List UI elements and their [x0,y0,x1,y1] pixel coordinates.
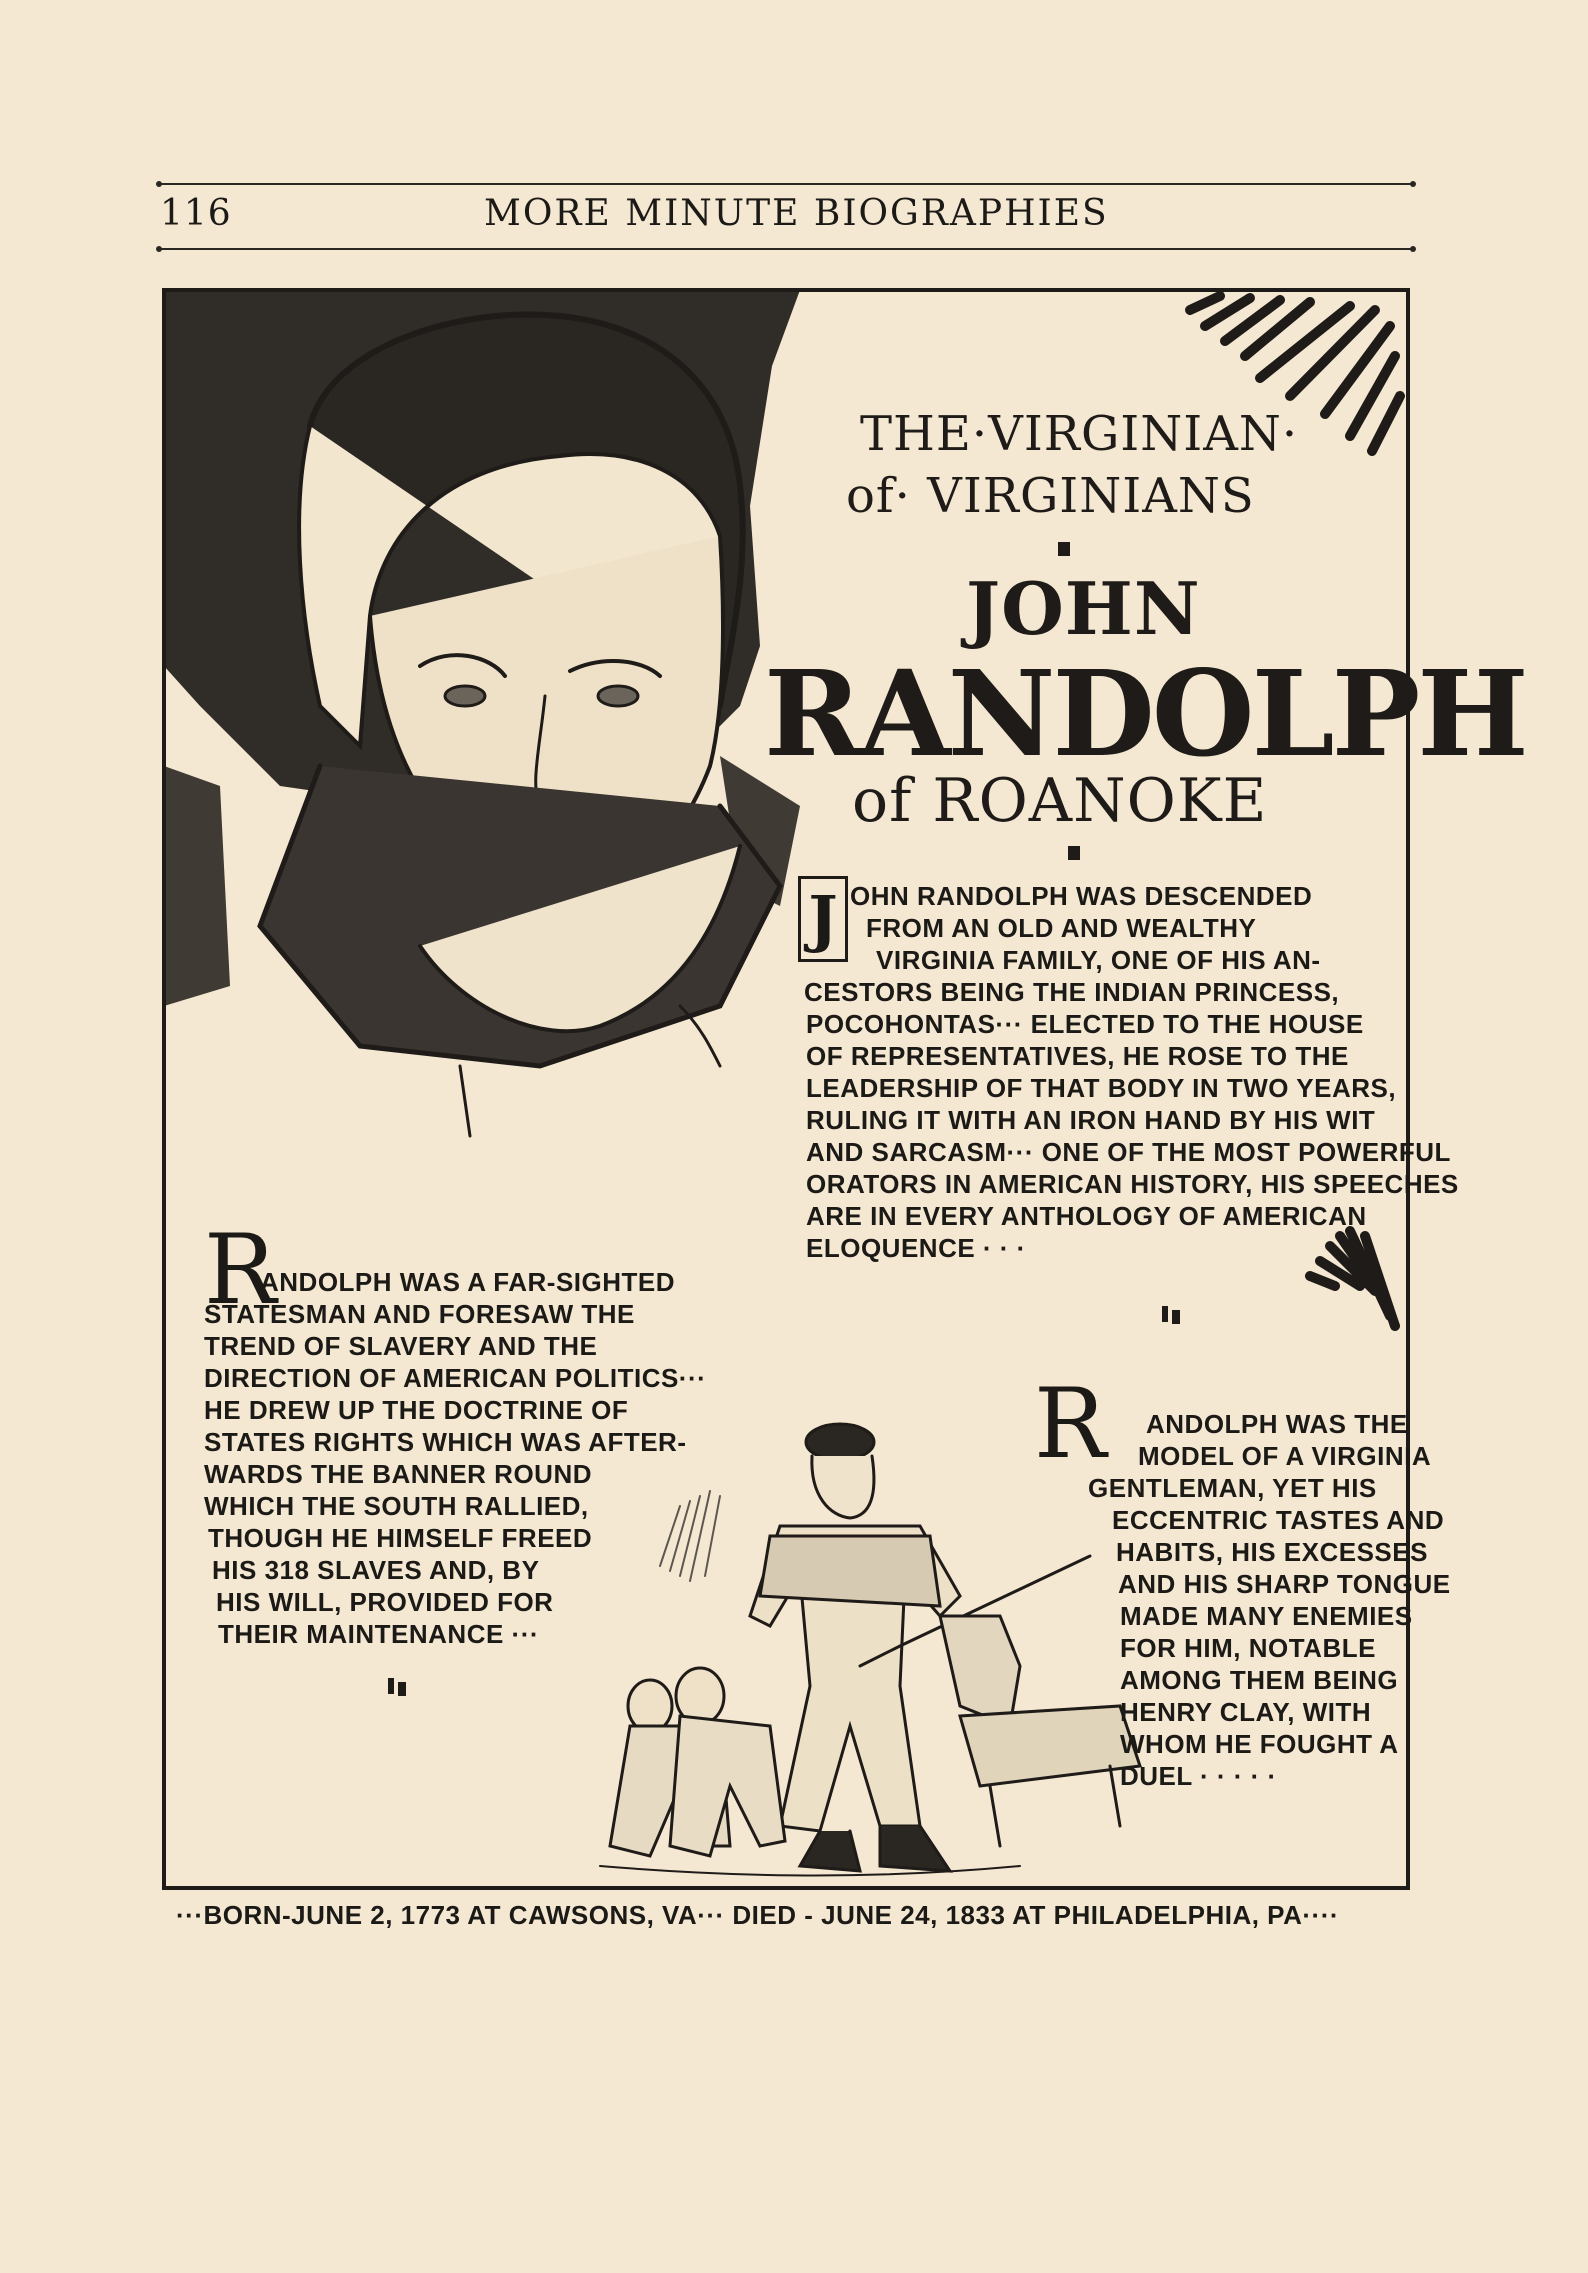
text-line: THEIR MAINTENANCE ··· [218,1619,540,1649]
text-line: HENRY CLAY, WITH [1120,1697,1372,1727]
paragraph-states-rights [204,1266,706,1650]
text-line: RULING IT WITH AN IRON HAND BY HIS WIT [806,1105,1376,1135]
text-line: FOR HIM, NOTABLE [1120,1633,1376,1663]
title-ornament-dot-lower [1068,846,1080,860]
page-number: 116 [160,193,232,234]
text-line: HIS 318 SLAVES AND, BY [212,1555,540,1585]
text-line: VIRGINIA FAMILY, ONE OF HIS AN- [876,945,1321,975]
text-line: HE DREW UP THE DOCTRINE OF [204,1395,629,1425]
text-line: STATES RIGHTS WHICH WAS AFTER- [204,1427,687,1457]
text-line: POCOHONTAS··· ELECTED TO THE HOUSE [806,1009,1364,1039]
text-line: MODEL OF A VIRGINIA [1138,1441,1432,1471]
text-line: ORATORS IN AMERICAN HISTORY, HIS SPEECHES [806,1169,1459,1199]
running-head: MORE MINUTE BIOGRAPHIES [484,193,1109,234]
text-line: WHICH THE SOUTH RALLIED, [204,1491,589,1521]
subtitle-line2: of· VIRGINIANS [846,468,1255,524]
text-line: HIS WILL, PROVIDED FOR [216,1587,554,1617]
name-first: JOHN [966,566,1201,651]
text-line: DIRECTION OF AMERICAN POLITICS··· [204,1363,707,1393]
text-line: ELOQUENCE · · · [806,1233,1026,1263]
text-line: DUEL · · · · · [1120,1761,1277,1791]
fleuron-icon [386,1676,408,1698]
name-last: RANDOLPH [764,644,1526,783]
text-line: AND SARCASM··· ONE OF THE MOST POWERFUL [806,1137,1451,1167]
fleuron-icon [1160,1304,1182,1326]
text-line: GENTLEMAN, YET HIS [1088,1473,1377,1503]
header-rule-top [160,183,1412,185]
name-of-place: of ROANOKE [852,766,1268,836]
text-line: FROM AN OLD AND WEALTHY [866,913,1257,943]
ink-background-left [164,766,230,1006]
text-line: STATESMAN AND FORESAW THE [204,1299,635,1329]
text-line: OHN RANDOLPH WAS DESCENDED [850,881,1313,911]
text-line: ANDOLPH WAS A FAR-SIGHTED [260,1267,676,1297]
text-line: HABITS, HIS EXCESSES [1116,1537,1428,1567]
birth-death-dates: ···BORN-JUNE 2, 1773 AT CAWSONS, VA··· DIED - JUNE 24, 1833 AT PHILADELPHIA, PA···· [176,1900,1340,1930]
text-line: LEADERSHIP OF THAT BODY IN TWO YEARS, [806,1073,1397,1103]
drop-cap-r-lower: R [1034,1368,1107,1480]
paragraph-ancestry [804,880,1459,1264]
text-line: AND HIS SHARP TONGUE [1118,1569,1451,1599]
text-line: OF REPRESENTATIVES, HE ROSE TO THE [806,1041,1349,1071]
paragraph-virginia-gentleman [1088,1408,1451,1792]
text-line: AMONG THEM BEING [1120,1665,1399,1695]
text-line: CESTORS BEING THE INDIAN PRINCESS, [804,977,1340,1007]
text-line: ANDOLPH WAS THE [1146,1409,1408,1439]
text-line: WHOM HE FOUGHT A [1120,1729,1399,1759]
illustrated-panel [160,286,1526,1892]
text-line: WARDS THE BANNER ROUND [204,1459,592,1489]
text-line: ARE IN EVERY ANTHOLOGY OF AMERICAN [806,1201,1367,1231]
text-line: TREND OF SLAVERY AND THE [204,1331,598,1361]
portrait-of-john-randolph [260,314,780,1136]
title-ornament-dot [1058,542,1070,556]
drop-cap-j: J [798,876,848,962]
header-rule-bottom [160,248,1412,250]
drop-cap-r: R [204,1214,277,1326]
text-line: MADE MANY ENEMIES [1120,1601,1413,1631]
text-line: THOUGH HE HIMSELF FREED [208,1523,593,1553]
text-line: ECCENTRIC TASTES AND [1112,1505,1445,1535]
subtitle-line1: THE·VIRGINIAN· [860,406,1299,462]
